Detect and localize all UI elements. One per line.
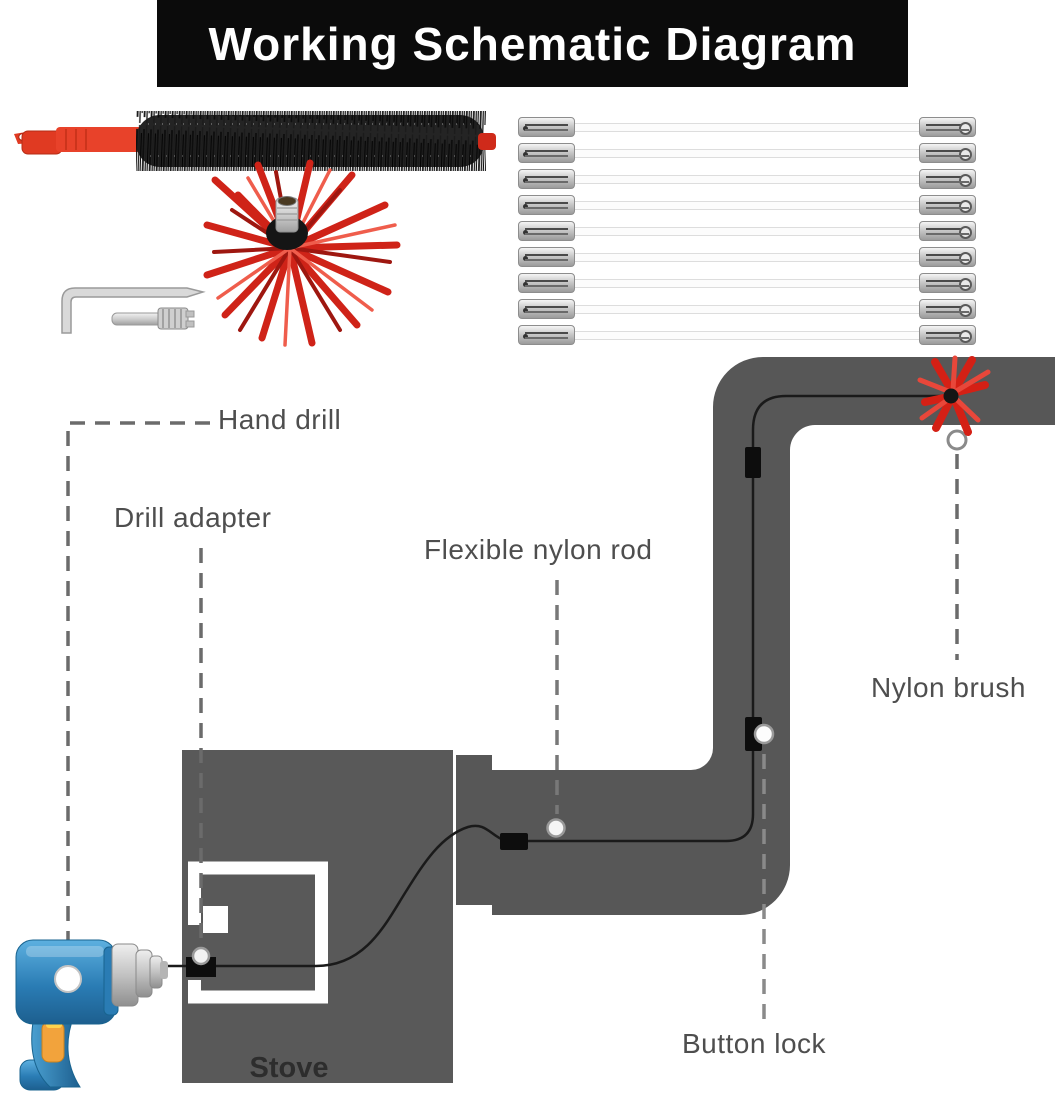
rod-shaft — [540, 123, 954, 132]
rod-shaft — [540, 305, 954, 314]
rod-connector-right — [919, 195, 976, 215]
rod-connector-right — [919, 117, 976, 137]
nylon-rod — [518, 221, 976, 241]
connector-pin — [523, 256, 528, 261]
rod-shaft — [540, 253, 954, 262]
stove-window — [203, 906, 228, 933]
page-title: Working Schematic Diagram — [208, 17, 857, 70]
schematic-canvas — [0, 340, 1055, 1100]
rod-connector-left — [518, 169, 575, 189]
kit-parts-illustration — [0, 100, 520, 360]
label-drill-adapter: Drill adapter — [114, 502, 272, 533]
rod-connector-left — [518, 195, 575, 215]
duct-pipe — [492, 357, 1055, 915]
nylon-rod — [518, 247, 976, 267]
nylon-brush-marker-dot — [948, 431, 966, 449]
connector-pin — [523, 334, 528, 339]
connector-ring — [959, 174, 972, 187]
connector-ring — [959, 148, 972, 161]
label-button-lock: Button lock — [682, 1028, 827, 1059]
rod-connector-left — [518, 117, 575, 137]
rod-connector-right — [919, 247, 976, 267]
rod-connector-left — [518, 247, 575, 267]
rod-connector-right — [919, 299, 976, 319]
nylon-rod — [518, 195, 976, 215]
rod-connector-right — [919, 169, 976, 189]
flexible-rod-marker-dot — [548, 820, 565, 837]
label-hand-drill: Hand drill — [218, 404, 342, 435]
rod-shaft — [540, 175, 954, 184]
round-nylon-brush-head-icon — [207, 163, 397, 345]
rod-connector-left — [518, 273, 575, 293]
rod-shaft — [540, 279, 954, 288]
rod-shaft — [540, 227, 954, 236]
nylon-rod — [518, 143, 976, 163]
rod-shaft — [540, 331, 954, 340]
drill-adapter-bit-icon — [112, 308, 194, 329]
button-lock-upper — [745, 447, 761, 478]
rod-shaft — [540, 201, 954, 210]
connector-pin — [523, 230, 528, 235]
rod-connector-left — [518, 221, 575, 241]
rod-connector-right — [919, 273, 976, 293]
connector-ring — [959, 278, 972, 291]
label-nylon-brush: Nylon brush — [871, 672, 1026, 703]
nylon-rod — [518, 169, 976, 189]
connector-pin — [523, 282, 528, 287]
connector-ring — [959, 226, 972, 239]
drill-adapter-marker-dot — [193, 948, 209, 964]
rod-shaft — [540, 149, 954, 158]
nylon-rod — [518, 299, 976, 319]
long-flexible-brush-icon — [14, 111, 496, 171]
stove-label: Stove — [249, 1052, 329, 1084]
connector-ring — [959, 122, 972, 135]
nylon-rod — [518, 117, 976, 137]
rod-connector-left — [518, 299, 575, 319]
connector-pin — [523, 204, 528, 209]
connector-ring — [959, 304, 972, 317]
connector-pin — [523, 308, 528, 313]
rod-connector-right — [919, 143, 976, 163]
nylon-rod — [518, 273, 976, 293]
hand-drill-marker-dot — [55, 966, 81, 992]
rod-connector-left — [518, 143, 575, 163]
connector-pin — [523, 152, 528, 157]
button-lock-middle — [500, 833, 528, 850]
nylon-rod-stack — [518, 117, 976, 345]
connector-ring — [959, 252, 972, 265]
connector-pin — [523, 178, 528, 183]
button-lock-marker-dot — [755, 725, 773, 743]
title-banner — [157, 0, 908, 87]
rod-connector-right — [919, 221, 976, 241]
hand-drill-illustration — [16, 940, 168, 1090]
connector-pin — [523, 126, 528, 131]
stove — [182, 750, 453, 1084]
label-flexible-nylon-rod: Flexible nylon rod — [424, 534, 653, 565]
connector-ring — [959, 200, 972, 213]
